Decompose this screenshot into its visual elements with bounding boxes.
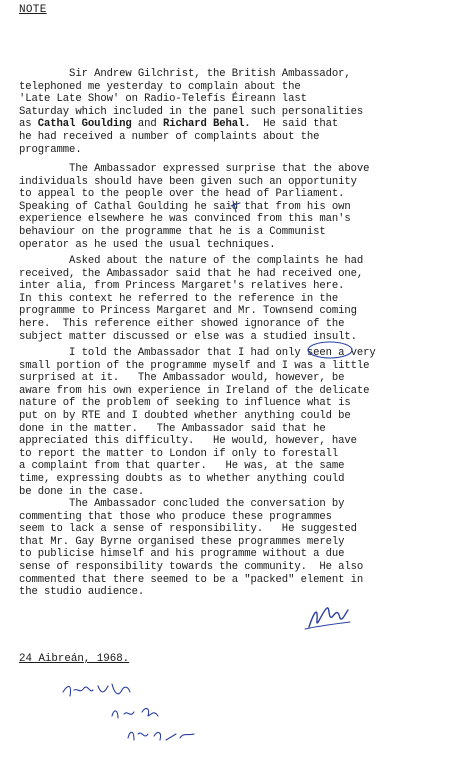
name-cathal-goulding: Cathal Goulding	[37, 118, 132, 131]
paragraph-1-text-post: He said that he had received a number of complaints about the programme.	[19, 118, 339, 156]
paragraph-4: I told the Ambassador that I had only seen a very small portion of the programme myself and I was a little surprised at it. The Ambassador would, however, be aware from his own experience in Ireland of the delicate nature of the problem of seeking to influence what is put on by RTE and I doubted whether anything could be done in the matter. The Ambassador said that he appreciated this difficulty. He would, however, have to report the matter to London if only to forestall a complaint from that quarter. He was, at the same time, expressing doubts as to whether anything could be done in the case.	[19, 347, 376, 498]
note-heading: NOTE	[19, 4, 47, 16]
handwritten-note-line-2	[112, 709, 158, 718]
paragraph-1-and: and	[131, 118, 163, 131]
handwritten-note-line-1	[63, 684, 130, 696]
signature-underline	[305, 622, 350, 629]
paragraph-5: The Ambassador concluded the conversation by commenting that those who produce these programmes seem to lack a sense of responsibility. He suggested that Mr. Gay Byrne organised these programmes merely to publicise himself and his programme without a due sense of responsibility towards the community. He also commented that there seemed to be a "packed" element in the studio audience.	[19, 498, 364, 599]
paragraph-1	[19, 68, 451, 156]
paragraph-1-text-pre: Sir Andrew Gilchrist, the British Ambassador, telephoned me yesterday to complain about the 'Late Late Show' on Radio-Telefís Éireann last Saturday which included in the panel such personalities as	[19, 68, 364, 131]
handwritten-note-line-3	[128, 732, 194, 740]
name-richard-behal: Richard Behal.	[162, 118, 251, 131]
signature-scrawl	[309, 608, 348, 627]
date-line: 24 Aibreán, 1968.	[19, 653, 130, 665]
paragraph-3: Asked about the nature of the complaints he had received, the Ambassador said that he had received one, inter alia, from Princess Margaret's relatives here. In this context he referred to the reference in the programme to Princess Margaret and Mr. Townsend coming here. This reference either showed ignorance of the subject matter discussed or else was a studied insult.	[19, 255, 364, 343]
paragraph-2: The Ambassador expressed surprise that the above individuals should have been given such an opportunity to appeal to the people over the head of Parliament. Speaking of Cathal Goulding he said that from his own experience elsewhere he was convinced from this man's behaviour on the programme that he is a Communist operator as he used the usual techniques.	[19, 163, 370, 251]
